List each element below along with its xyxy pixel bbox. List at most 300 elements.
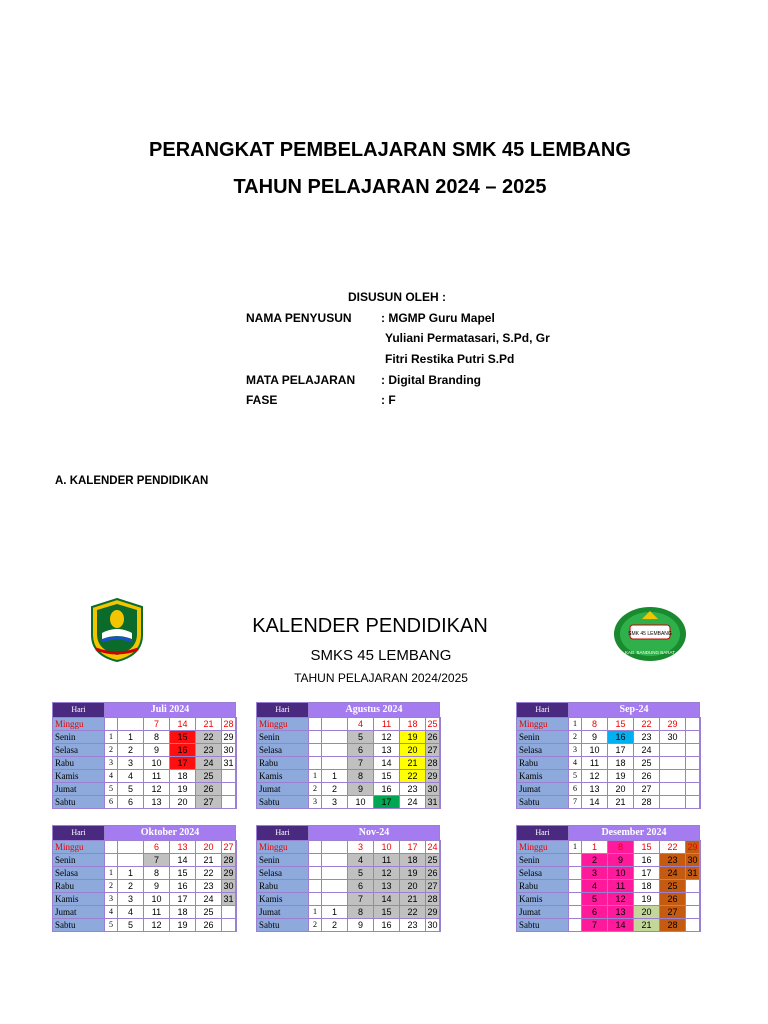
author-name-2: Fitri Restika Putri S.Pd	[385, 352, 515, 366]
date-cell: 13	[374, 744, 400, 757]
month-name: Agustus 2024	[309, 703, 440, 718]
date-cell	[236, 880, 237, 893]
date-cell: 7	[144, 718, 170, 731]
date-cell: 17	[170, 757, 196, 770]
date-cell	[660, 744, 686, 757]
date-cell: 28	[660, 919, 686, 932]
week-number: 2	[309, 783, 322, 796]
week-number	[309, 744, 322, 757]
calendar-year: TAHUN PELAJARAN 2024/2025	[294, 671, 468, 685]
date-cell: 2	[118, 880, 144, 893]
date-cell	[322, 880, 348, 893]
day-name: Jumat	[257, 783, 309, 796]
date-cell	[686, 731, 700, 744]
date-cell: 27	[427, 745, 438, 755]
date-cell: 15	[374, 906, 400, 919]
date-cell: 26	[196, 783, 222, 796]
date-cell: 18	[400, 718, 426, 731]
week-number	[309, 880, 322, 893]
date-cell: 1	[322, 770, 348, 783]
week-number	[105, 854, 118, 867]
date-cell: 4	[348, 718, 374, 731]
date-cell: 20	[170, 796, 196, 809]
school-name: SMKS 45 LEMBANG	[310, 647, 452, 664]
date-cell: 25	[660, 880, 686, 893]
week-number: 1	[105, 731, 118, 744]
document-title: PERANGKAT PEMBELAJARAN SMK 45 LEMBANG	[149, 139, 631, 161]
date-cell: 13	[374, 880, 400, 893]
subject-label: MATA PELAJARAN	[246, 373, 356, 387]
date-cell: 14	[582, 796, 608, 809]
date-cell	[322, 893, 348, 906]
section-heading: A. KALENDER PENDIDIKAN	[55, 475, 209, 487]
week-number	[569, 893, 582, 906]
date-cell	[686, 770, 700, 783]
date-cell: 3	[348, 841, 374, 854]
date-cell: 26	[660, 893, 686, 906]
date-cell: 18	[170, 906, 196, 919]
date-cell: 12	[144, 783, 170, 796]
day-name: Minggu	[53, 718, 105, 731]
calendar-title: KALENDER PENDIDIKAN	[252, 615, 488, 637]
date-cell: 29	[687, 842, 698, 852]
day-name: Rabu	[517, 757, 569, 770]
date-cell: 24	[427, 842, 438, 852]
date-cell: 31	[223, 894, 234, 904]
week-number: 6	[569, 783, 582, 796]
date-cell	[686, 893, 700, 906]
day-name: Minggu	[257, 841, 309, 854]
date-cell	[322, 744, 348, 757]
date-cell: 6	[144, 841, 170, 854]
date-cell: 4	[582, 880, 608, 893]
date-cell: 17	[608, 744, 634, 757]
day-name: Minggu	[257, 718, 309, 731]
date-cell	[322, 731, 348, 744]
date-cell: 18	[608, 757, 634, 770]
date-cell: 27	[196, 796, 222, 809]
date-cell	[440, 731, 441, 744]
date-cell: 12	[374, 731, 400, 744]
date-cell: 21	[400, 757, 426, 770]
week-number: 1	[105, 867, 118, 880]
date-cell	[440, 893, 441, 906]
date-cell: 8	[144, 867, 170, 880]
date-cell	[236, 744, 237, 757]
date-cell: 11	[374, 854, 400, 867]
date-cell: 17	[170, 893, 196, 906]
date-cell	[236, 757, 237, 770]
date-cell: 29	[427, 771, 438, 781]
date-cell	[440, 854, 441, 867]
date-cell: 10	[582, 744, 608, 757]
date-cell	[700, 893, 701, 906]
phase-value: : F	[381, 393, 396, 407]
date-cell: 6	[348, 880, 374, 893]
date-cell: 18	[634, 880, 660, 893]
day-name: Kamis	[257, 893, 309, 906]
date-cell: 4	[118, 770, 144, 783]
date-cell: 30	[427, 784, 438, 794]
date-cell: 1	[322, 906, 348, 919]
month-calendar-1	[256, 702, 441, 809]
date-cell: 21	[196, 854, 222, 867]
date-cell	[440, 796, 441, 809]
date-cell	[222, 783, 236, 796]
day-name: Senin	[53, 854, 105, 867]
date-cell: 24	[400, 796, 426, 809]
date-cell: 7	[348, 757, 374, 770]
date-cell: 6	[118, 796, 144, 809]
date-cell: 2	[322, 783, 348, 796]
day-name: Jumat	[517, 906, 569, 919]
date-cell	[440, 906, 441, 919]
date-cell: 7	[582, 919, 608, 932]
date-cell: 27	[427, 881, 438, 891]
week-number	[309, 867, 322, 880]
date-cell: 27	[660, 906, 686, 919]
date-cell	[236, 919, 237, 932]
week-number	[569, 906, 582, 919]
date-cell	[222, 796, 236, 809]
week-number	[105, 718, 118, 731]
date-cell	[700, 731, 701, 744]
date-cell: 1	[582, 841, 608, 854]
date-cell	[322, 718, 348, 731]
date-cell: 22	[196, 867, 222, 880]
date-cell: 9	[144, 880, 170, 893]
date-cell: 4	[348, 854, 374, 867]
day-name: Senin	[517, 731, 569, 744]
date-cell: 3	[118, 893, 144, 906]
date-cell: 9	[582, 731, 608, 744]
date-cell: 25	[427, 719, 438, 729]
date-cell: 28	[223, 855, 234, 865]
date-cell: 20	[400, 880, 426, 893]
date-cell: 25	[634, 757, 660, 770]
date-cell	[700, 880, 701, 893]
week-number: 3	[309, 796, 322, 809]
week-number	[309, 854, 322, 867]
date-cell: 16	[170, 744, 196, 757]
date-cell: 8	[144, 731, 170, 744]
date-cell: 9	[608, 854, 634, 867]
week-number: 1	[309, 906, 322, 919]
week-number	[309, 731, 322, 744]
date-cell: 20	[608, 783, 634, 796]
week-number: 5	[105, 783, 118, 796]
date-cell: 30	[660, 731, 686, 744]
week-number: 1	[309, 770, 322, 783]
week-number: 1	[569, 841, 582, 854]
day-name: Jumat	[257, 906, 309, 919]
month-calendar-5	[516, 825, 701, 932]
date-cell: 16	[374, 919, 400, 932]
day-name: Sabtu	[257, 919, 309, 932]
week-number	[569, 880, 582, 893]
date-cell: 30	[427, 920, 438, 930]
date-cell: 12	[374, 867, 400, 880]
day-name: Selasa	[517, 744, 569, 757]
date-cell	[700, 919, 701, 932]
day-name: Sabtu	[53, 796, 105, 809]
date-cell	[700, 783, 701, 796]
date-cell: 14	[374, 893, 400, 906]
day-name: Selasa	[257, 744, 309, 757]
date-cell	[440, 880, 441, 893]
date-cell: 11	[144, 770, 170, 783]
date-cell: 2	[582, 854, 608, 867]
date-cell: 27	[634, 783, 660, 796]
prepared-by-label: DISUSUN OLEH :	[348, 290, 447, 304]
month-calendar-2	[516, 702, 701, 809]
date-cell	[440, 867, 441, 880]
date-cell	[686, 880, 700, 893]
date-cell	[686, 906, 700, 919]
date-cell	[440, 744, 441, 757]
date-cell: 14	[608, 919, 634, 932]
month-calendar-0	[52, 702, 237, 809]
date-cell	[236, 796, 237, 809]
day-name: Kamis	[517, 770, 569, 783]
date-cell: 26	[634, 770, 660, 783]
day-name: Kamis	[517, 893, 569, 906]
date-cell: 13	[170, 841, 196, 854]
date-cell	[660, 757, 686, 770]
date-cell: 19	[400, 731, 426, 744]
date-cell: 31	[427, 797, 438, 807]
date-cell	[660, 783, 686, 796]
day-name: Senin	[257, 854, 309, 867]
week-number: 2	[105, 880, 118, 893]
week-number: 2	[569, 731, 582, 744]
day-name: Jumat	[53, 906, 105, 919]
academic-year-title: TAHUN PELAJARAN 2024 – 2025	[233, 176, 547, 198]
date-cell: 24	[196, 757, 222, 770]
day-column-header: Hari	[517, 703, 569, 718]
month-name: Nov-24	[309, 826, 440, 841]
date-cell	[686, 757, 700, 770]
date-cell	[236, 731, 237, 744]
day-name: Senin	[517, 854, 569, 867]
date-cell	[322, 757, 348, 770]
date-cell: 19	[170, 919, 196, 932]
date-cell: 11	[144, 906, 170, 919]
date-cell: 3	[322, 796, 348, 809]
date-cell: 30	[687, 855, 698, 865]
month-name: Desember 2024	[569, 826, 700, 841]
date-cell: 31	[687, 868, 698, 878]
date-cell	[700, 757, 701, 770]
day-name: Rabu	[257, 757, 309, 770]
date-cell: 25	[427, 855, 438, 865]
day-name: Minggu	[517, 841, 569, 854]
date-cell	[222, 770, 236, 783]
date-cell: 15	[608, 718, 634, 731]
date-cell: 29	[660, 718, 686, 731]
date-cell: 5	[348, 731, 374, 744]
week-number	[569, 854, 582, 867]
school-logo-top-text: SMK 45 LEMBANG	[628, 631, 672, 637]
date-cell	[236, 841, 237, 854]
date-cell	[118, 841, 144, 854]
date-cell: 9	[144, 744, 170, 757]
date-cell: 27	[223, 842, 234, 852]
week-number	[309, 893, 322, 906]
date-cell: 14	[170, 854, 196, 867]
date-cell: 10	[374, 841, 400, 854]
date-cell	[440, 783, 441, 796]
date-cell: 25	[196, 906, 222, 919]
day-name: Kamis	[53, 770, 105, 783]
date-cell: 29	[223, 732, 234, 742]
date-cell	[700, 906, 701, 919]
day-name: Senin	[53, 731, 105, 744]
month-name: Oktober 2024	[105, 826, 236, 841]
day-name: Senin	[257, 731, 309, 744]
day-name: Kamis	[53, 893, 105, 906]
week-number: 5	[105, 919, 118, 932]
day-name: Selasa	[53, 744, 105, 757]
date-cell: 15	[634, 841, 660, 854]
date-cell	[118, 718, 144, 731]
date-cell: 6	[348, 744, 374, 757]
date-cell	[686, 796, 700, 809]
date-cell: 8	[348, 906, 374, 919]
date-cell	[118, 854, 144, 867]
day-column-header: Hari	[257, 703, 309, 718]
day-name: Kamis	[257, 770, 309, 783]
date-cell	[660, 770, 686, 783]
date-cell: 11	[608, 880, 634, 893]
date-cell: 24	[634, 744, 660, 757]
author-label: NAMA PENYUSUN	[246, 311, 352, 325]
date-cell	[700, 770, 701, 783]
week-number	[569, 867, 582, 880]
date-cell: 14	[170, 718, 196, 731]
week-number: 5	[569, 770, 582, 783]
date-cell: 15	[170, 867, 196, 880]
date-cell: 4	[118, 906, 144, 919]
date-cell: 29	[427, 907, 438, 917]
month-calendar-3	[52, 825, 237, 932]
date-cell	[700, 796, 701, 809]
day-name: Rabu	[517, 880, 569, 893]
date-cell: 23	[400, 919, 426, 932]
date-cell	[222, 919, 236, 932]
day-name: Sabtu	[517, 796, 569, 809]
date-cell: 17	[374, 796, 400, 809]
date-cell: 16	[634, 854, 660, 867]
subject-value: : Digital Branding	[381, 373, 481, 387]
date-cell: 18	[170, 770, 196, 783]
day-name: Rabu	[53, 757, 105, 770]
date-cell: 23	[400, 783, 426, 796]
week-number	[309, 718, 322, 731]
date-cell: 26	[196, 919, 222, 932]
date-cell	[322, 854, 348, 867]
date-cell	[236, 893, 237, 906]
day-name: Sabtu	[517, 919, 569, 932]
date-cell: 1	[118, 867, 144, 880]
date-cell: 12	[608, 893, 634, 906]
date-cell: 21	[634, 919, 660, 932]
week-number: 4	[105, 770, 118, 783]
date-cell	[440, 841, 441, 854]
author-value: : MGMP Guru Mapel	[381, 311, 495, 325]
date-cell	[700, 854, 701, 867]
day-name: Sabtu	[257, 796, 309, 809]
date-cell: 30	[223, 881, 234, 891]
date-cell: 26	[427, 868, 438, 878]
week-number: 4	[569, 757, 582, 770]
week-number: 6	[105, 796, 118, 809]
day-name: Selasa	[517, 867, 569, 880]
date-cell: 19	[634, 893, 660, 906]
date-cell	[322, 841, 348, 854]
date-cell: 28	[223, 719, 234, 729]
date-cell: 25	[196, 770, 222, 783]
date-cell: 11	[374, 718, 400, 731]
week-number: 4	[105, 906, 118, 919]
week-number: 3	[105, 757, 118, 770]
date-cell: 22	[660, 841, 686, 854]
date-cell: 13	[144, 796, 170, 809]
date-cell: 16	[170, 880, 196, 893]
date-cell: 5	[118, 919, 144, 932]
date-cell	[322, 867, 348, 880]
date-cell: 2	[118, 744, 144, 757]
date-cell: 22	[196, 731, 222, 744]
date-cell: 19	[608, 770, 634, 783]
date-cell: 15	[170, 731, 196, 744]
date-cell	[236, 867, 237, 880]
week-number: 3	[105, 893, 118, 906]
date-cell	[660, 796, 686, 809]
date-cell: 11	[582, 757, 608, 770]
day-name: Minggu	[53, 841, 105, 854]
date-cell: 16	[374, 783, 400, 796]
week-number	[309, 757, 322, 770]
day-name: Jumat	[517, 783, 569, 796]
day-name: Rabu	[257, 880, 309, 893]
date-cell: 22	[400, 770, 426, 783]
date-cell: 28	[427, 758, 438, 768]
date-cell: 8	[582, 718, 608, 731]
day-name: Minggu	[517, 718, 569, 731]
date-cell: 10	[348, 796, 374, 809]
date-cell: 3	[582, 867, 608, 880]
date-cell: 14	[374, 757, 400, 770]
month-name: Sep-24	[569, 703, 700, 718]
week-number	[309, 841, 322, 854]
day-column-header: Hari	[53, 703, 105, 718]
week-number	[105, 841, 118, 854]
date-cell: 24	[196, 893, 222, 906]
date-cell: 3	[118, 757, 144, 770]
date-cell	[440, 718, 441, 731]
date-cell: 19	[400, 867, 426, 880]
date-cell: 23	[660, 854, 686, 867]
school-logo-bottom-text: KAB. BANDUNG BARAT	[625, 650, 675, 655]
date-cell: 8	[348, 770, 374, 783]
date-cell	[686, 718, 700, 731]
date-cell: 1	[118, 731, 144, 744]
date-cell: 21	[196, 718, 222, 731]
date-cell: 17	[634, 867, 660, 880]
day-name: Sabtu	[53, 919, 105, 932]
date-cell: 26	[427, 732, 438, 742]
